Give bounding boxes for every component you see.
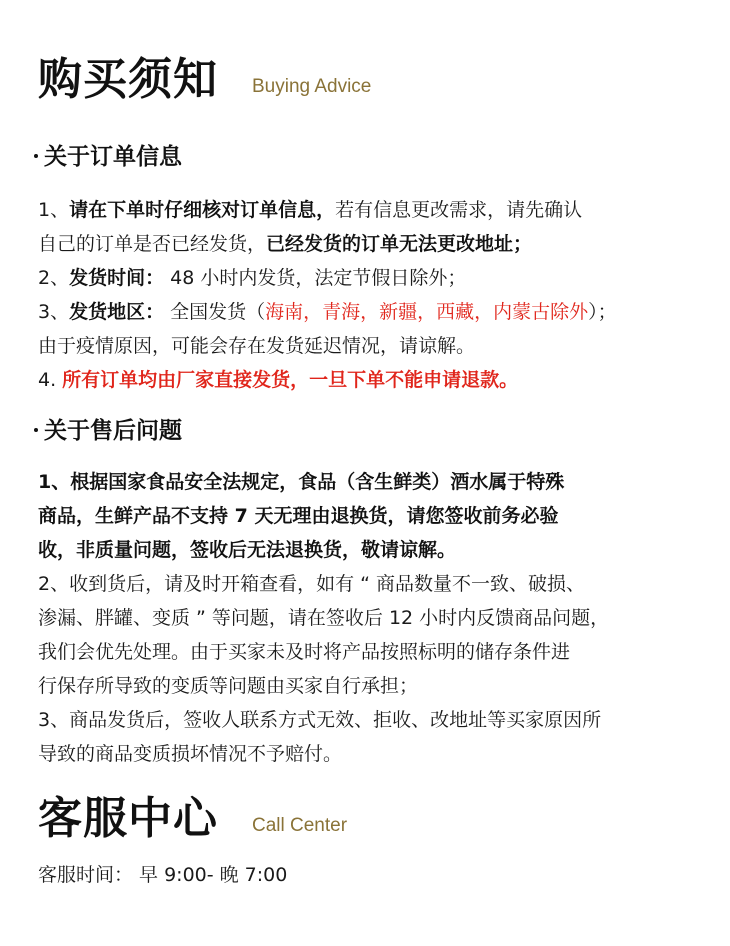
after-item-1-line-2: 商品，生鲜产品不支持 7 天无理由退换货，请您签收前务必验 bbox=[38, 505, 559, 527]
order-item-3-line-1: 3、发货地区： 全国发货（海南，青海，新疆，西藏，内蒙古除外）； bbox=[38, 301, 617, 323]
service-subtitle: Call Center bbox=[252, 815, 348, 836]
excluded-regions: 海南，青海，新疆，西藏，内蒙古除外 bbox=[265, 301, 589, 323]
order-info-heading-text: 关于订单信息 bbox=[44, 144, 182, 170]
service-title: 客服中心 bbox=[38, 793, 218, 844]
order-item-3-line-2: 由于疫情原因，可能会存在发货延迟情况，请谅解。 bbox=[38, 335, 476, 357]
after-item-2-line-3: 我们会优先处理。由于买家未及时将产品按照标明的储存条件进 bbox=[38, 641, 571, 663]
page-subtitle: Buying Advice bbox=[252, 76, 372, 97]
buying-title-row bbox=[38, 54, 372, 105]
after-item-3-line-2: 导致的商品变质损坏情况不予赔付。 bbox=[38, 743, 343, 765]
after-item-2-line-2: 渗漏、胖罐、变质 ” 等问题，请在签收后 12 小时内反馈商品问题， bbox=[38, 607, 610, 629]
order-item-2: 2、发货时间： 48 小时内发货，法定节假日除外； bbox=[38, 267, 467, 289]
bullet-dot-icon bbox=[34, 428, 38, 432]
no-refund-notice: 所有订单均由厂家直接发货，一旦下单不能申请退款。 bbox=[62, 369, 519, 391]
after-item-1-line-1: 1、根据国家食品安全法规定，食品（含生鲜类）酒水属于特殊 bbox=[38, 471, 565, 493]
order-item-1-line-1: 1、请在下单时仔细核对订单信息，若有信息更改需求，请先确认 bbox=[38, 199, 583, 221]
order-info-section bbox=[38, 193, 698, 397]
after-sales-section bbox=[38, 465, 698, 771]
service-hours: 客服时间： 早 9:00- 晚 7:00 bbox=[38, 864, 288, 886]
after-sales-heading-text: 关于售后问题 bbox=[44, 418, 182, 444]
order-item-4: 4. 所有订单均由厂家直接发货，一旦下单不能申请退款。 bbox=[38, 369, 519, 391]
after-item-2-line-4: 行保存所导致的变质等问题由买家自行承担； bbox=[38, 675, 419, 697]
after-item-3-line-1: 3、商品发货后，签收人联系方式无效、拒收、改地址等买家原因所 bbox=[38, 709, 602, 731]
service-title-row bbox=[38, 793, 348, 844]
order-item-1-line-2: 自己的订单是否已经发货，已经发货的订单无法更改地址； bbox=[38, 233, 533, 255]
page-title: 购买须知 bbox=[38, 54, 218, 105]
bullet-dot-icon bbox=[34, 154, 38, 158]
order-info-heading bbox=[34, 146, 182, 169]
after-item-2-line-1: 2、收到货后，请及时开箱查看，如有 “ 商品数量不一致、破损、 bbox=[38, 573, 586, 595]
after-item-1-line-3: 收，非质量问题，签收后无法退换货，敬请谅解。 bbox=[38, 539, 457, 561]
after-sales-heading bbox=[34, 420, 182, 443]
